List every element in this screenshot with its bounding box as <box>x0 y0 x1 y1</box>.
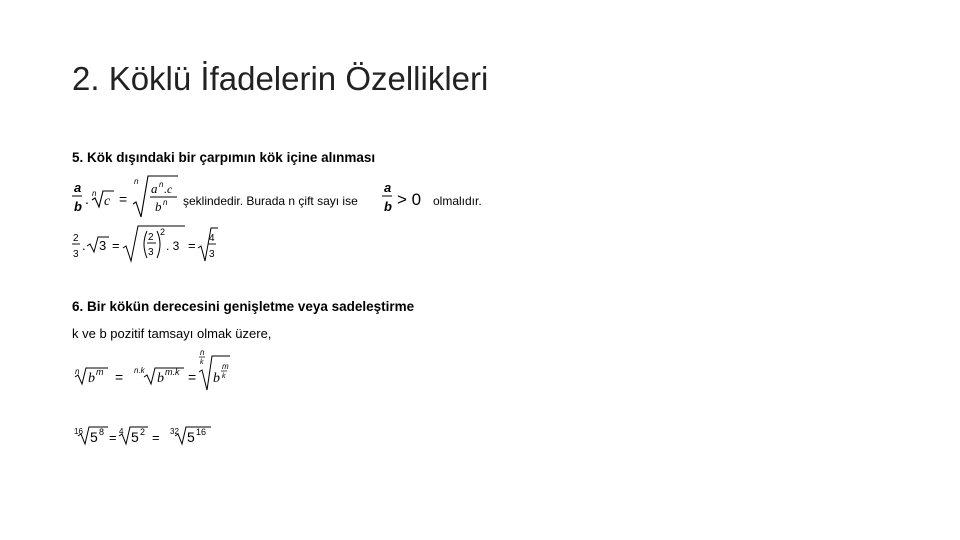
ex6-radicand-2: 5 <box>131 429 139 445</box>
rhs-numerator-base: a <box>151 181 158 196</box>
ex6-exp-3: 16 <box>196 427 207 437</box>
dot-operator: . <box>85 191 89 207</box>
math-content <box>72 144 512 454</box>
ex-exponent: 2 <box>160 227 166 237</box>
section6-formula <box>75 348 230 390</box>
math-figure <box>72 144 512 454</box>
ex6-equals-2: = <box>152 430 160 445</box>
ex-equals-2: = <box>188 238 196 253</box>
ex-radicand: 3 <box>99 238 107 253</box>
equals-sign: = <box>119 191 128 207</box>
section5-formula <box>72 176 482 217</box>
rhs-denominator-exp: n <box>163 198 168 207</box>
ex-left-paren <box>144 231 147 258</box>
slide-title: 2. Köklü İfadelerin Özellikleri <box>72 60 489 97</box>
f6-index-2: n.k <box>134 366 145 375</box>
ex6-radicand-3: 5 <box>187 429 195 445</box>
f6-base-1: b <box>88 371 95 386</box>
ex6-radicand-1: 5 <box>90 429 98 445</box>
section5-example <box>72 226 218 261</box>
rhs-root-index: n <box>134 177 139 186</box>
ex-dot: . <box>82 238 86 253</box>
section6-heading: 6. Bir kökün derecesini genişletme veya sadeleştirme <box>72 299 415 314</box>
section6-intro: k ve b pozitif tamsayı olmak üzere, <box>72 326 272 341</box>
ex-lhs-denominator: 3 <box>73 249 79 260</box>
ex-inner-denominator: 3 <box>148 247 154 258</box>
ex-tail: . 3 <box>166 239 180 253</box>
ex6-exp-1: 8 <box>99 427 105 437</box>
f6-index-3-num: n <box>200 348 205 357</box>
f6-base-2: b <box>157 371 164 386</box>
f6-equals-1: = <box>115 369 124 385</box>
ex6-index-3: 32 <box>170 427 179 436</box>
ex-result-numerator: 4 <box>209 233 215 244</box>
note-before: şeklindedir. Burada n çift sayı ise <box>183 194 358 208</box>
ex6-index-2: 4 <box>119 427 124 436</box>
f6-equals-2: = <box>188 369 197 385</box>
ex-result-denominator: 3 <box>209 249 215 260</box>
condition-numerator: a <box>384 180 392 195</box>
section5-heading: 5. Kök dışındaki bir çarpımın kök içine alınması <box>72 150 376 165</box>
section6-example <box>74 427 211 445</box>
ex6-equals-1: = <box>109 430 117 445</box>
ex6-exp-2: 2 <box>140 427 146 437</box>
f6-index-1: n <box>75 367 80 376</box>
rhs-numerator-exp: n <box>159 180 164 189</box>
f6-exp-3-den: k <box>222 373 226 380</box>
condition-denominator: b <box>384 199 392 214</box>
f6-exp-3-num: m <box>222 362 229 371</box>
ex-lhs-numerator: 2 <box>73 233 79 244</box>
rhs-denominator-base: b <box>155 199 162 214</box>
lhs-denominator: b <box>74 199 82 214</box>
f6-base-3: b <box>213 371 220 386</box>
condition-relation: > 0 <box>397 190 422 209</box>
radicand: c <box>104 194 111 209</box>
root-index: n <box>92 189 97 198</box>
ex-inner-numerator: 2 <box>148 232 154 243</box>
lhs-numerator: a <box>74 180 82 195</box>
f6-exp-2: m.k <box>165 367 180 377</box>
ex6-index-1: 16 <box>74 427 83 436</box>
ex-result-radical-sign <box>198 228 218 261</box>
note-after: olmalıdır. <box>433 194 482 208</box>
ex-equals-1: = <box>112 238 120 253</box>
rhs-numerator-tail: .c <box>164 182 173 196</box>
f6-exp-1: m <box>96 367 104 377</box>
f6-index-3-den: k <box>200 359 204 366</box>
